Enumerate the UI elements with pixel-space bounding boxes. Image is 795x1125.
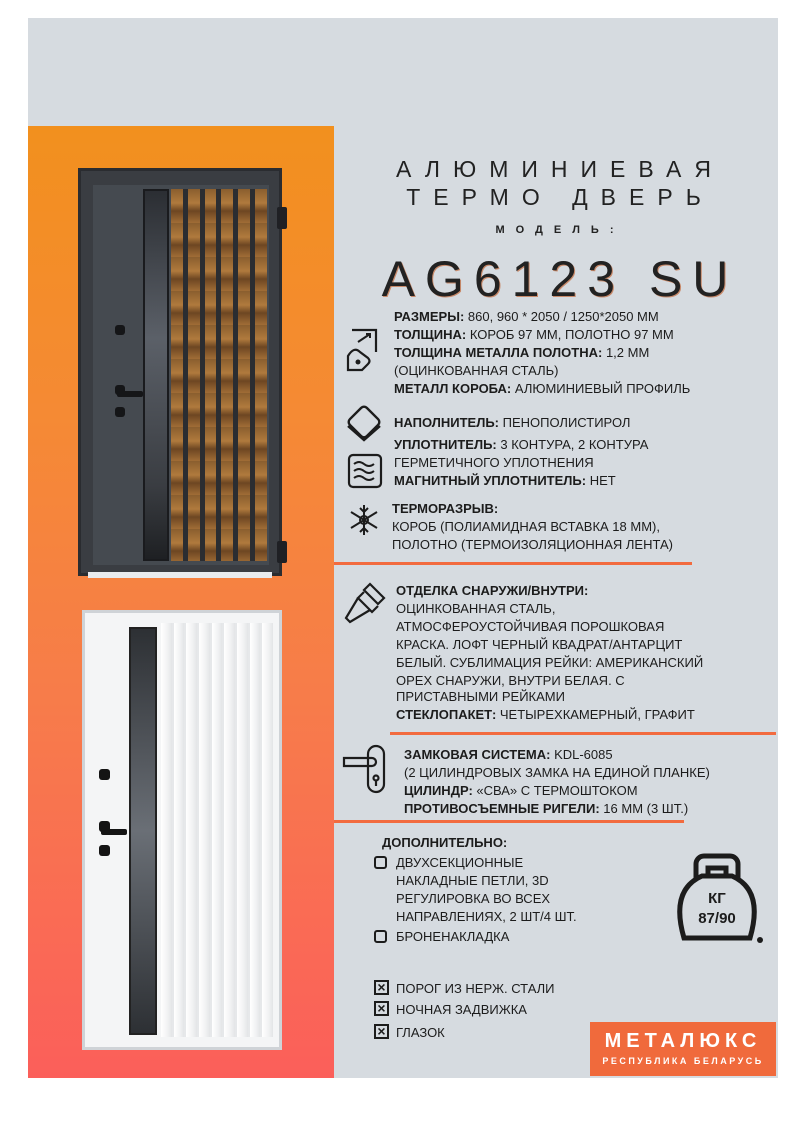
excluded-item: ПОРОГ ИЗ НЕРЖ. СТАЛИ [396,981,555,996]
finish-label: ОТДЕЛКА СНАРУЖИ/ВНУТРИ: [396,583,589,598]
lock-cylinder [115,325,125,335]
spec-sizes: РАЗМЕРЫ: 860, 960 * 2050 / 1250*2050 ММ [394,309,659,324]
model-label: МОДЕЛЬ: [495,224,625,236]
snowflake-icon [346,502,382,538]
weight-value: 87/90 [698,910,736,927]
cross-icon: × [374,1024,389,1039]
divider [390,732,776,735]
title-line-1: АЛЮМИНИЕВАЯ [396,156,724,182]
model-name: AG6123 SU [381,251,739,307]
brush-icon [342,580,390,626]
dimensions-icon [344,326,386,374]
door-handle-icon [340,742,390,796]
door-handle [117,391,143,397]
lock-cylinder [99,845,110,856]
lock-system: ЗАМКОВАЯ СИСТЕМА: KDL-6085 [404,747,613,762]
hinge [277,541,287,563]
extra-item-line: ДВУХСЕКЦИОННЫЕ [396,855,524,870]
door-glass-strip [129,627,157,1035]
finish-line: ПРИСТАВНЫМИ РЕЙКАМИ [396,689,565,704]
spec-frame-metal: МЕТАЛЛ КОРОБА: АЛЮМИНИЕВЫЙ ПРОФИЛЬ [394,381,691,396]
finish-line: БЕЛЫЙ. СУБЛИМАЦИЯ РЕЙКИ: АМЕРИКАНСКИЙ [396,655,704,670]
title-line-2: ТЕРМО ДВЕРЬ [406,184,714,210]
excluded-item: ГЛАЗОК [396,1025,445,1040]
weight-unit: КГ [708,890,726,907]
hinge [277,207,287,229]
lock-cylinder [115,407,125,417]
lock-cylinder-spec: ЦИЛИНДР: «СВА» С ТЕРМОШТОКОМ [404,783,638,798]
spec-seal: УПЛОТНИТЕЛЬ: 3 КОНТУРА, 2 КОНТУРА [394,437,649,452]
door-leaf [93,185,269,565]
extra-item: БРОНЕНАКЛАДКА [396,929,510,944]
finish-line: КРАСКА. ЛОФТ ЧЕРНЫЙ КВАДРАТ/АНТАРЦИТ [396,637,683,652]
door-glass-strip [143,189,169,561]
finish-line: ОРЕХ СНАРУЖИ, ВНУТРИ БЕЛАЯ. С [396,673,625,688]
spec-thermo-label: ТЕРМОРАЗРЫВ: [392,501,499,516]
cross-icon: × [374,980,389,995]
extra-item-line: РЕГУЛИРОВКА ВО ВСЕХ [396,891,551,906]
door-handle [101,829,127,835]
divider [334,820,684,823]
glass-spec: СТЕКЛОПАКЕТ: ЧЕТЫРЕХКАМЕРНЫЙ, ГРАФИТ [396,707,695,722]
divider [334,562,692,565]
filler-icon [344,402,386,444]
door-exterior-image [78,168,282,576]
brand-logo [590,1022,776,1076]
spec-metal-note: (ОЦИНКОВАННАЯ СТАЛЬ) [394,363,559,378]
brand-country: РЕСПУБЛИКА БЕЛАРУСЬ [602,1056,764,1066]
spec-magnet: МАГНИТНЫЙ УПЛОТНИТЕЛЬ: НЕТ [394,473,616,488]
threshold [88,572,272,578]
spec-metal-thickness: ТОЛЩИНА МЕТАЛЛА ПОЛОТНА: 1,2 ММ [394,345,650,360]
check-icon [374,930,387,943]
extra-item-line: НАПРАВЛЕНИЯХ, 2 ШТ/4 ШТ. [396,909,577,924]
spec-thermo-line1: КОРОБ (ПОЛИАМИДНАЯ ВСТАВКА 18 ММ), [392,519,660,534]
finish-line: АТМОСФЕРОУСТОЙЧИВАЯ ПОРОШКОВАЯ [396,619,665,634]
lock-bolts: ПРОТИВОСЪЕМНЫЕ РИГЕЛИ: 16 ММ (3 ШТ.) [404,801,689,816]
spec-thickness: ТОЛЩИНА: КОРОБ 97 ММ, ПОЛОТНО 97 ММ [394,327,674,342]
spec-thermo-line2: ПОЛОТНО (ТЕРМОИЗОЛЯЦИОННАЯ ЛЕНТА) [392,537,673,552]
extra-label: ДОПОЛНИТЕЛЬНО: [382,835,508,850]
seal-icon [346,452,384,490]
brand-name: МЕТАЛЮКС [604,1030,762,1052]
lock-cylinder [99,769,110,780]
spec-filler: НАПОЛНИТЕЛЬ: ПЕНОПОЛИСТИРОЛ [394,415,631,430]
cross-icon: × [374,1001,389,1016]
excluded-item: НОЧНАЯ ЗАДВИЖКА [396,1002,527,1017]
lock-note: (2 ЦИЛИНДРОВЫХ ЗАМКА НА ЕДИНОЙ ПЛАНКЕ) [404,765,710,780]
check-icon [374,856,387,869]
door-interior-image [82,610,282,1050]
wood-slats [171,189,267,561]
spec-seal-note: ГЕРМЕТИЧНОГО УПЛОТНЕНИЯ [394,455,594,470]
finish-line: ОЦИНКОВАННАЯ СТАЛЬ, [396,601,556,616]
white-slats [161,623,273,1037]
extra-item-line: НАКЛАДНЫЕ ПЕТЛИ, 3D [396,873,549,888]
